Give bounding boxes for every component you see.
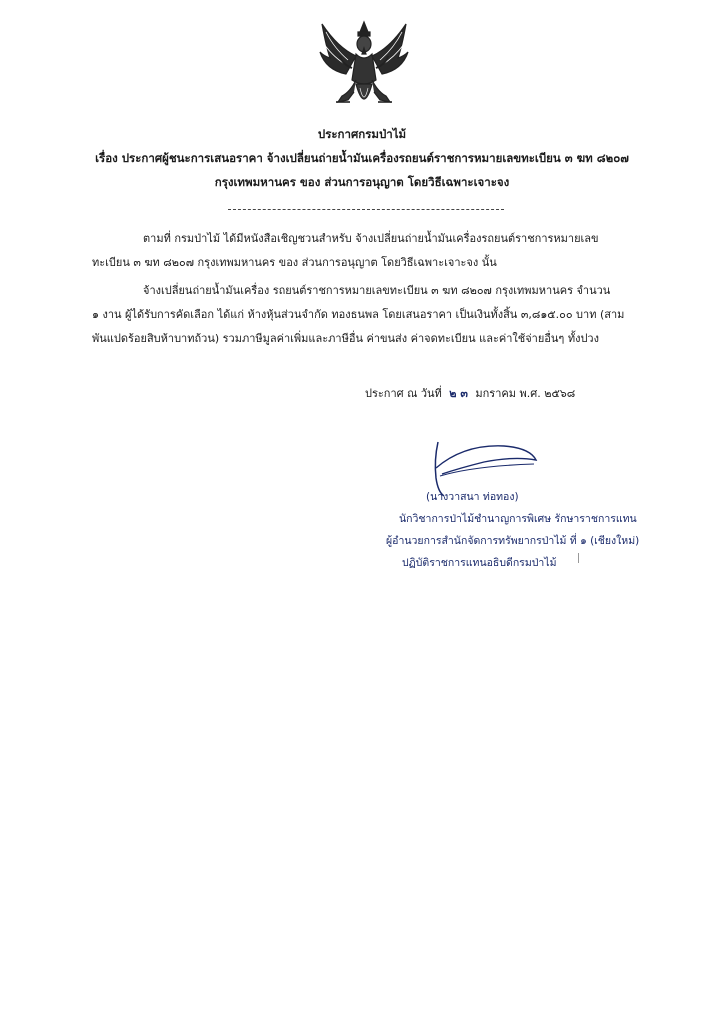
announce-date-prefix: ประกาศ ณ วันที่	[365, 387, 442, 400]
announce-date-day: ๒ ๓	[449, 387, 468, 400]
paragraph-1-line-2: ทะเบียน ๓ ฆท ๘๒๐๗ กรุงเทพมหานคร ของ ส่วนการอนุญาต โดยวิธีเฉพาะเจาะจง นั้น	[92, 256, 497, 269]
paragraph-2-line-2: ๑ งาน ผู้ได้รับการคัดเลือก ได้แก่ ห้างหุ้นส่วนจำกัด ทองธนพล โดยเสนอราคา เป็นเงินทั้งสิ้น ๓,๘๑๕.๐๐ บาท (สาม	[92, 308, 625, 321]
header-divider	[228, 209, 504, 210]
garuda-emblem-icon	[316, 18, 412, 118]
signatory-position-1: นักวิชาการป่าไม้ชำนาญการพิเศษ รักษาราชการแทน	[399, 513, 637, 525]
announce-date-month-year: มกราคม พ.ศ. ๒๕๖๘	[475, 387, 576, 400]
signatory-position-3: ปฏิบัติราชการแทนอธิบดีกรมป่าไม้	[402, 557, 557, 569]
announcement-subject: เรื่อง ประกาศผู้ชนะการเสนอราคา จ้างเปลี่ยนถ่ายน้ำมันเครื่องรถยนต์ราชการหมายเลขทะเบียน ๓ ฆท ๘๒๐๗	[95, 151, 629, 165]
paragraph-2-line-1: จ้างเปลี่ยนถ่ายน้ำมันเครื่อง รถยนต์ราชการหมายเลขทะเบียน ๓ ฆท ๘๒๐๗ กรุงเทพมหานคร จำนวน	[143, 284, 611, 297]
signatory-name: (นางวาสนา ท่อทอง)	[426, 491, 519, 503]
announce-date	[365, 384, 575, 402]
signatory-position-2: ผู้อำนวยการสำนักจัดการทรัพยากรป่าไม้ ที่ ๑ (เชียงใหม่)	[386, 535, 640, 547]
announcement-agency: ประกาศกรมป่าไม้	[317, 127, 407, 141]
announcement-subject-continued: กรุงเทพมหานคร ของ ส่วนการอนุญาต โดยวิธีเฉพาะเจาะจง	[214, 175, 510, 189]
scan-mark	[578, 553, 579, 563]
paragraph-1-line-1: ตามที่ กรมป่าไม้ ได้มีหนังสือเชิญชวนสำหรับ จ้างเปลี่ยนถ่ายน้ำมันเครื่องรถยนต์ราชการหมายเลข	[143, 232, 599, 245]
paragraph-2-line-3: พันแปดร้อยสิบห้าบาทถ้วน) รวมภาษีมูลค่าเพิ่มและภาษีอื่น ค่าขนส่ง ค่าจดทะเบียน และค่าใช้จ่ายอื่นๆ ทั้งปวง	[92, 332, 599, 345]
